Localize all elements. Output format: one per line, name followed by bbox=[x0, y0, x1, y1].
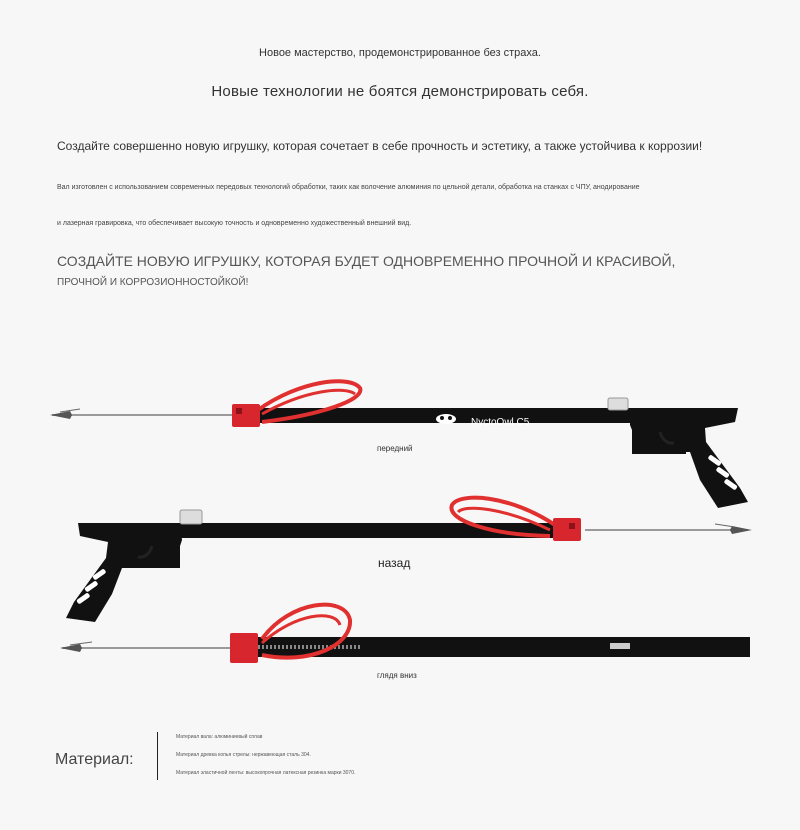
brand-label: NyctoOwl C5 bbox=[471, 417, 530, 428]
owl-logo-icon bbox=[436, 414, 456, 424]
material-divider bbox=[157, 732, 158, 780]
caps-heading-2: ПРОЧНОЙ И КОРРОЗИОННОСТОЙКОЙ! bbox=[57, 277, 249, 288]
material-row: Материал древка копья стрелы: нержавеющая сталь 304. bbox=[176, 752, 311, 758]
caption-top-view: глядя вниз bbox=[377, 671, 417, 680]
material-row: Материал вала: алюминиевый сплав bbox=[176, 734, 263, 740]
caption-back: назад bbox=[378, 556, 411, 570]
caption-front: передний bbox=[377, 444, 413, 453]
caps-heading-1: СОЗДАЙТЕ НОВУЮ ИГРУШКУ, КОТОРАЯ БУДЕТ ОДНОВРЕМЕННО ПРОЧНОЙ И КРАСИВОЙ, bbox=[57, 253, 676, 269]
description-line-1: Вал изготовлен с использованием современных передовых технологий обработки, таких как волочение алюминия по цельной детали, обработка на станках с ЧПУ, анодирование bbox=[57, 184, 640, 191]
description-line-2: и лазерная гравировка, что обеспечивает высокую точность и одновременно художественный внешний вид. bbox=[57, 220, 412, 227]
intro-line-1: Новое мастерство, продемонстрированное без страха. bbox=[259, 47, 541, 59]
material-label: Материал: bbox=[55, 751, 134, 768]
intro-line-3: Создайте совершенно новую игрушку, которая сочетает в себе прочность и эстетику, а также устойчива к коррозии! bbox=[57, 139, 703, 153]
material-row: Материал эластичной ленты: высокопрочная латексная резинка марки 3070. bbox=[176, 770, 356, 776]
intro-heading: Новые технологии не боятся демонстрировать себя. bbox=[211, 83, 589, 100]
